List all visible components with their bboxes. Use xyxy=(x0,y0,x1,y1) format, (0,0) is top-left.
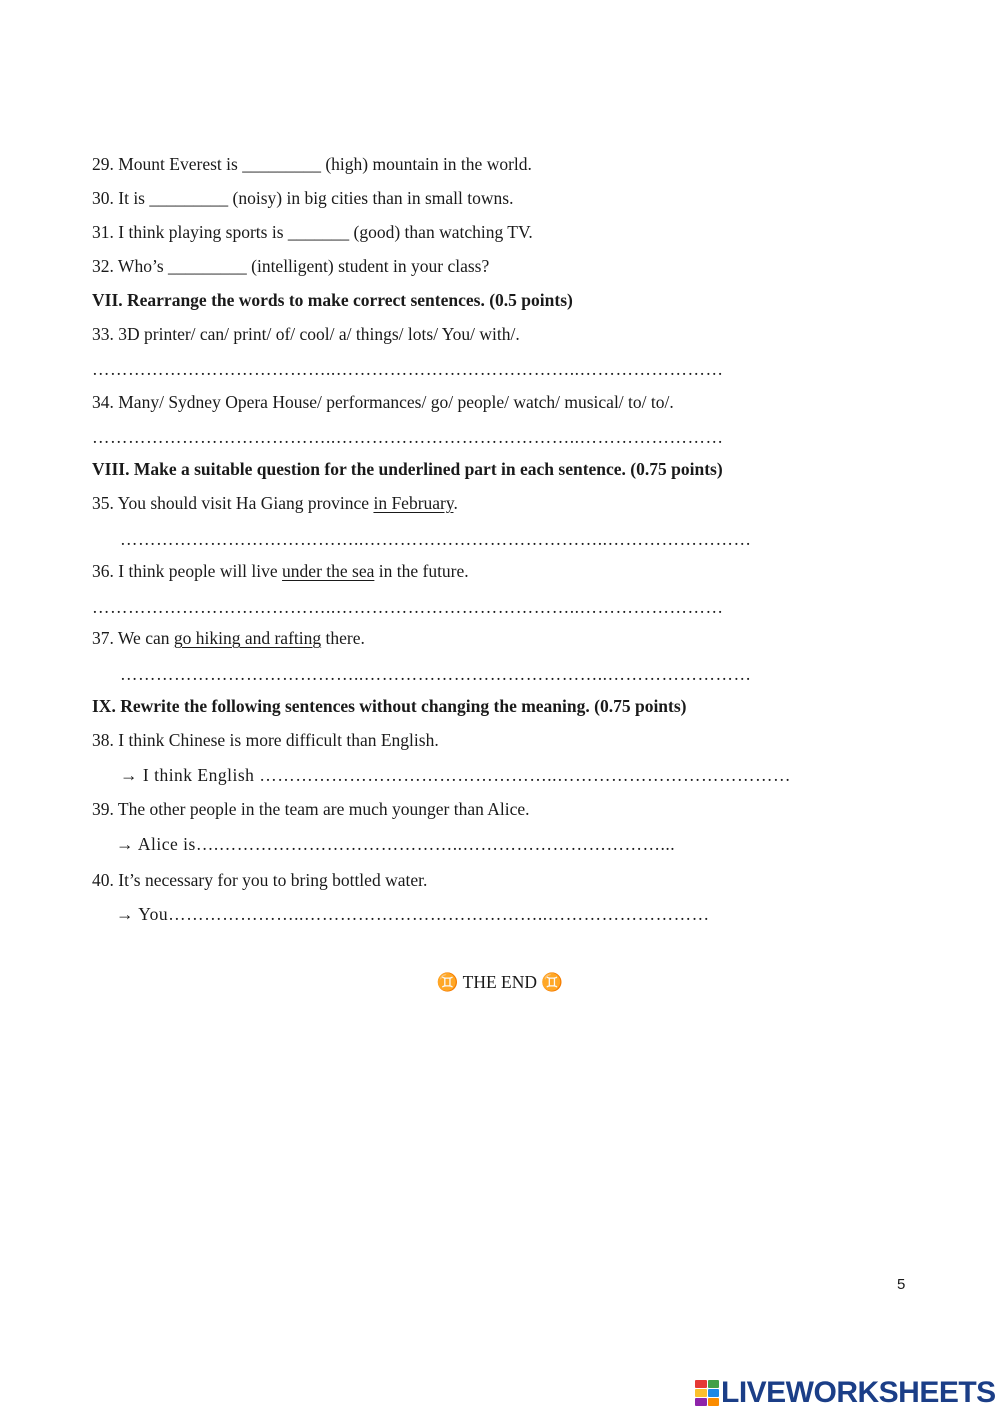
page-number: 5 xyxy=(897,1276,906,1293)
section-heading-viii: VIII. Make a suitable question for the underlined part in each sentence. (0.75 points) xyxy=(92,459,723,479)
answer-line-q40[interactable]: → You…………………..…………………………………..……………………… xyxy=(116,904,710,924)
line-q40: 40. It’s necessary for you to bring bottled water. xyxy=(92,870,428,890)
answer-line-q37[interactable]: …………………………………..…………………………………..…………………… xyxy=(120,664,752,684)
answer-line-q39[interactable]: → Alice is….…………………………………..……………………………... xyxy=(116,834,676,854)
answer-blank[interactable]: _________ xyxy=(168,256,247,276)
answer-blank[interactable]: _________ xyxy=(149,188,229,208)
line-q34: 34. Many/ Sydney Opera House/ performances/ go/ people/ watch/ musical/ to/ to/. xyxy=(92,392,674,412)
line-q30: 30. It is _________ (noisy) in big cities than in small towns. xyxy=(92,188,514,208)
logo-icon xyxy=(695,1380,719,1406)
line-q32: 32. Who’s _________ (intelligent) student in your class? xyxy=(92,256,490,276)
answer-line-q35[interactable]: …………………………………..…………………………………..…………………… xyxy=(120,529,752,549)
answer-line-q36[interactable]: …………………………………..…………………………………..…………………… xyxy=(92,597,724,617)
line-q39: 39. The other people in the team are much younger than Alice. xyxy=(92,799,530,819)
underlined-part: in February xyxy=(373,493,454,513)
line-q38: 38. I think Chinese is more difficult than English. xyxy=(92,730,439,750)
section-heading-ix: IX. Rewrite the following sentences without changing the meaning. (0.75 points) xyxy=(92,696,687,716)
line-q33: 33. 3D printer/ can/ print/ of/ cool/ a/ things/ lots/ You/ with/. xyxy=(92,324,520,344)
line-q36: 36. I think people will live under the sea in the future. xyxy=(92,561,469,581)
underlined-part: go hiking and rafting xyxy=(173,628,322,648)
line-q35: 35. You should visit Ha Giang province in February. xyxy=(92,493,458,513)
line-q37: 37. We can go hiking and rafting there. xyxy=(92,628,365,648)
answer-line-q38[interactable]: → I think English …………………………………………..………………………………… xyxy=(120,765,792,785)
liveworksheets-logo xyxy=(695,1376,996,1410)
the-end-marker: ♊ THE END ♊ xyxy=(436,972,564,992)
section-heading-vii: VII. Rearrange the words to make correct sentences. (0.5 points) xyxy=(92,290,573,310)
line-q31: 31. I think playing sports is _______ (good) than watching TV. xyxy=(92,222,533,242)
underlined-part: under the sea xyxy=(282,561,375,581)
logo-text: LIVEWORKSHEETS xyxy=(721,1376,996,1409)
answer-line-q33[interactable]: …………………………………..…………………………………..…………………… xyxy=(92,359,724,379)
answer-blank[interactable]: _________ xyxy=(242,154,321,174)
answer-line-q34[interactable]: …………………………………..…………………………………..…………………… xyxy=(92,427,724,447)
line-q29: 29. Mount Everest is _________ (high) mountain in the world. xyxy=(92,154,532,174)
answer-blank[interactable]: _______ xyxy=(287,222,350,242)
